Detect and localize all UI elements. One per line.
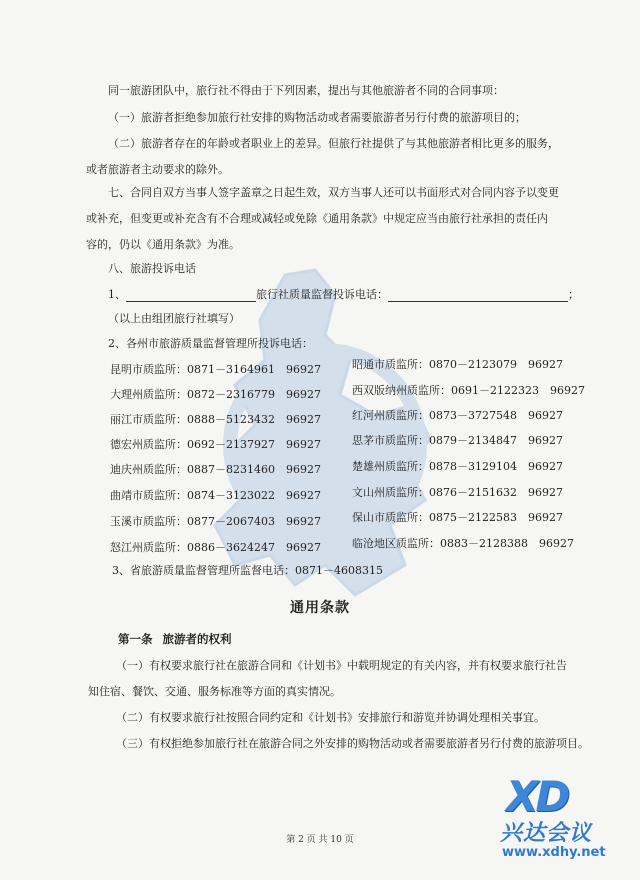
logo-name: 兴达会议	[500, 821, 593, 846]
complaint-line-left-6: 曲靖市质监所：0874－3123022 96927	[110, 489, 321, 502]
complaint-line-right-4: 思茅市质监所：0879－2134847 96927	[352, 434, 563, 447]
blank-line-1[interactable]	[126, 290, 256, 302]
paragraph-p8: 2、各州市旅游质量监督管理所投诉电话：	[108, 337, 313, 350]
p6-middle: 旅行社质量监督投诉电话：	[256, 288, 388, 301]
article-1-number: 第一条	[118, 632, 153, 646]
blank-line-2[interactable]	[388, 290, 568, 302]
logo-url: www.xdhy.net	[502, 845, 606, 860]
paragraph-p6	[108, 288, 579, 302]
paragraph-p4c: 容的，仍以《通用条款》为准。	[86, 238, 240, 251]
complaint-line-left-1: 昆明市质监所：0871－3164961 96927	[110, 363, 321, 376]
complaint-line-left-5: 迪庆州质监所：0887－8231460 96927	[110, 463, 321, 476]
logo-mark: XD	[506, 772, 568, 821]
article-1-item-1a: （一）有权要求旅行社在旅游合同和《计划书》中载明规定的有关内容，并有权要求旅行社告	[116, 659, 567, 672]
complaint-line-right-5: 楚雄州质监所：0878－3129104 96927	[352, 460, 563, 473]
complaint-line-left-4: 德宏州质监所：0692－2137927 96927	[110, 438, 321, 451]
paragraph-p4a: 七、合同自双方当事人签字盖章之日起生效，双方当事人还可以书面形式对合同内容予以变更	[108, 186, 559, 199]
section-heading: 通用条款	[290, 600, 350, 616]
complaint-line-right-7: 保山市质监所：0875－2122583 96927	[352, 511, 563, 524]
complaint-line-right-8: 临沧地区质监所：0883－2128388 96927	[352, 537, 574, 550]
paragraph-p7: （以上由组团旅行社填写）	[108, 312, 240, 325]
complaint-line-right-2: 西双版纳州质监所：0691－2122323 96927	[352, 384, 585, 397]
page-footer: 第 2 页 共 10 页	[286, 835, 354, 845]
article-1-item-3: （三）有权拒绝参加旅行社在旅游合同之外安排的购物活动或者需要旅游者另行付费的旅游项目。	[116, 737, 589, 750]
paragraph-p2: （一）旅游者拒绝参加旅行社安排的购物活动或者需要旅游者另行付费的旅游项目的；	[108, 111, 526, 124]
complaint-line-left-8: 怒江州质监所：0886－3624247 96927	[110, 541, 321, 554]
paragraph-p4b: 或补充，但变更或补充含有不合理或减轻或免除《通用条款》中规定应当由旅行社承担的责任内	[86, 212, 548, 225]
complaint-line-left-3: 丽江市质监所：0888－5123432 96927	[110, 413, 321, 426]
paragraph-p9: 3、省旅游质量监督管理所监督电话：0871－4608315	[112, 564, 383, 577]
complaint-line-right-6: 文山州质监所：0876－2151632 96927	[352, 486, 563, 499]
paragraph-p3b: 或者旅游者主动要求的除外。	[86, 163, 229, 176]
p6-suffix: ；	[568, 288, 579, 301]
complaint-line-right-3: 红河州质监所：0873－3727548 96927	[352, 409, 563, 422]
article-1-title	[118, 631, 232, 647]
article-1-item-1b: 知住宿、餐饮、交通、服务标准等方面的真实情况。	[88, 685, 341, 698]
paragraph-p3a: （二）旅游者存在的年龄或者职业上的差异。但旅行社提供了与其他旅游者相比更多的服务，	[108, 137, 559, 150]
complaint-line-left-7: 玉溪市质监所：0877－2067403 96927	[110, 515, 321, 528]
p6-prefix: 1、	[108, 288, 126, 301]
paragraph-p5: 八、旅游投诉电话	[108, 262, 196, 275]
brand-logo	[488, 772, 638, 872]
article-1-name: 旅游者的权利	[162, 632, 232, 646]
paragraph-p1: 同一旅游团队中，旅行社不得由于下列因素，提出与其他旅游者不同的合同事项：	[108, 84, 504, 97]
article-1-item-2: （二）有权要求旅行社按照合同约定和《计划书》安排旅行和游览并协调处理相关事宜。	[116, 711, 545, 724]
complaint-line-right-1: 昭通市质监所：0870－2123079 96927	[352, 358, 563, 371]
complaint-line-left-2: 大理州质监所：0872－2316779 96927	[110, 388, 321, 401]
